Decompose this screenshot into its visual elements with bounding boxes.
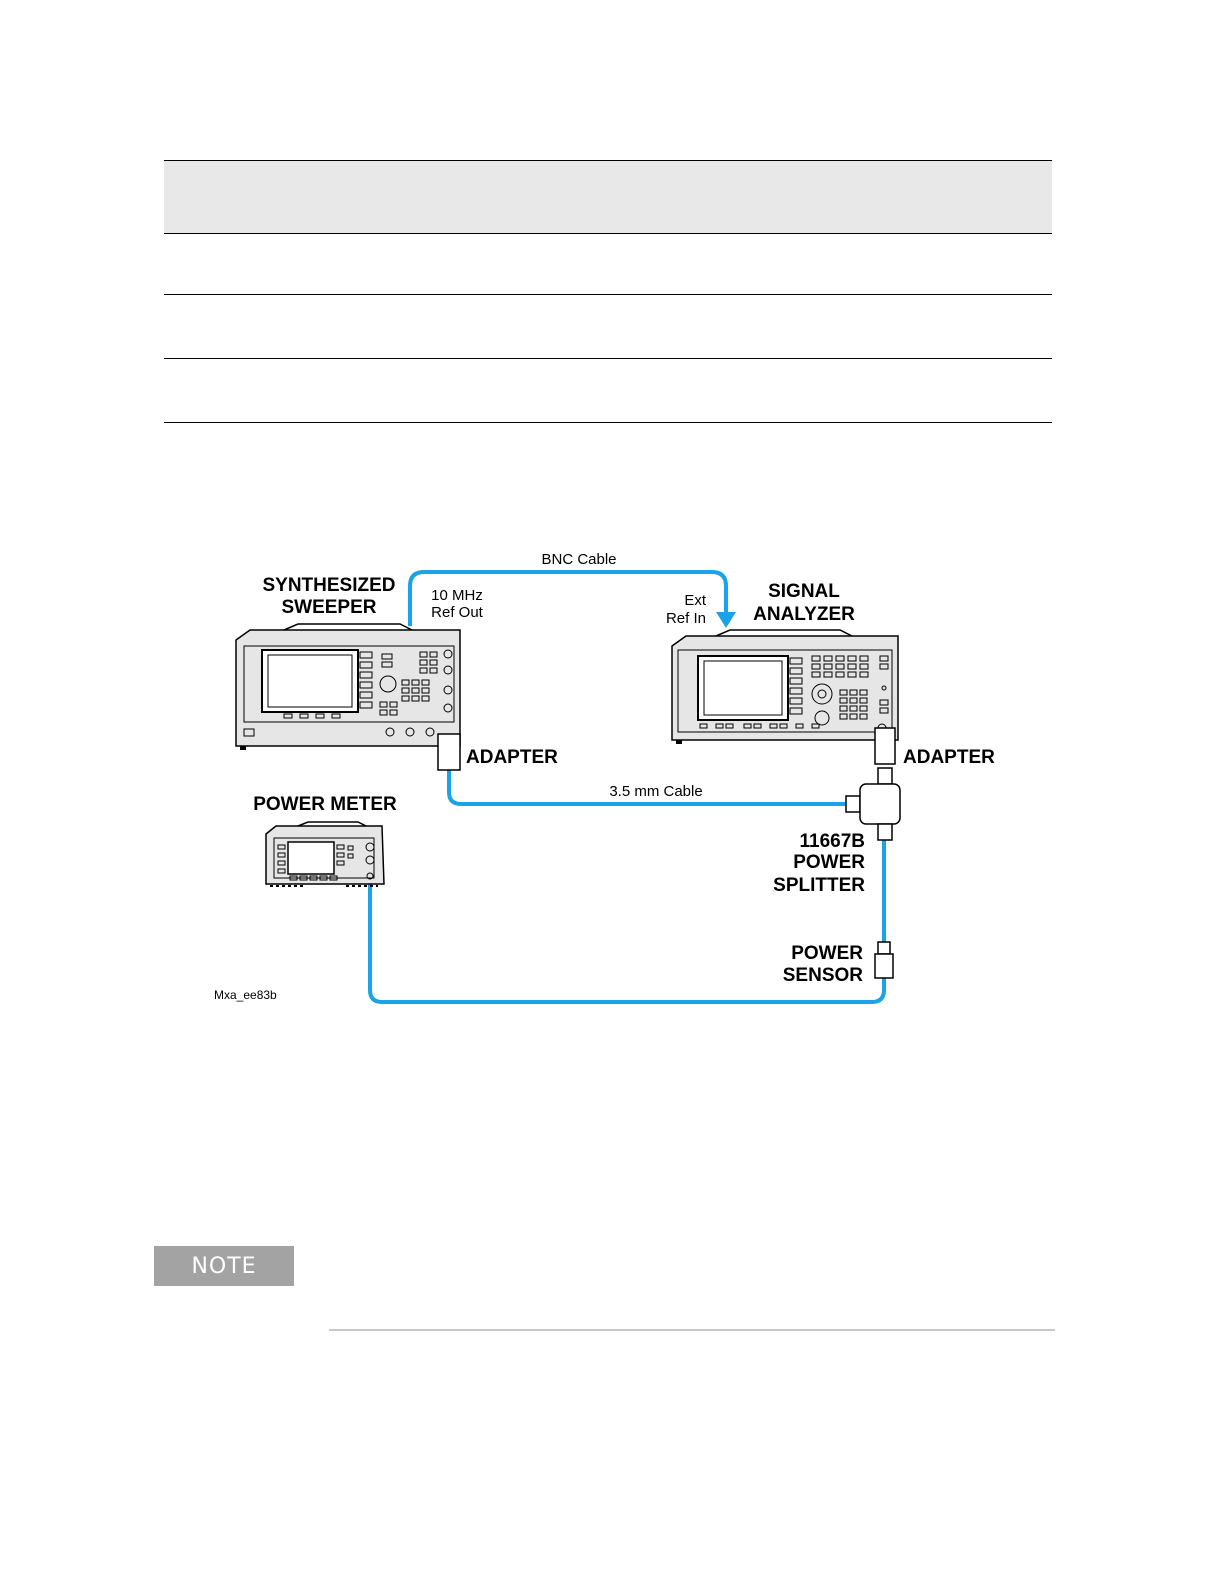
left-adapter — [438, 734, 460, 770]
analyzer-label-line2: ANALYZER — [753, 604, 855, 625]
splitter-label-line3: SPLITTER — [773, 875, 865, 896]
note-divider — [329, 1329, 1055, 1331]
power-meter-label: POWER METER — [253, 794, 397, 815]
bnc-arrow-icon — [716, 612, 736, 628]
synthesized-sweeper-instrument — [236, 624, 460, 750]
sensor-label-line2: SENSOR — [782, 965, 863, 986]
power-sensor — [875, 942, 893, 978]
sweeper-label-line1: SYNTHESIZED — [262, 575, 396, 596]
bnc-cable-label: BNC Cable — [541, 551, 617, 568]
splitter-label-line1: 11667B — [799, 831, 865, 852]
3-5mm-cable-label: 3.5 mm Cable — [609, 783, 703, 800]
ext-ref-in-label-line1: Ext — [684, 592, 706, 609]
figure-id: Mxa_ee83b — [214, 988, 277, 1002]
power-meter-instrument — [266, 822, 384, 886]
ref-out-label-line1: 10 MHz — [431, 587, 483, 604]
note-badge: NOTE — [154, 1246, 294, 1286]
splitter-label-line2: POWER — [793, 852, 865, 873]
sweeper-label-line2: SWEEPER — [281, 597, 377, 618]
signal-analyzer-instrument — [672, 630, 898, 744]
power-splitter — [846, 768, 900, 840]
left-adapter-label: ADAPTER — [466, 747, 558, 768]
ref-out-label-line2: Ref Out — [431, 604, 483, 621]
right-adapter — [875, 728, 895, 764]
ext-ref-in-label-line2: Ref In — [665, 610, 706, 627]
analyzer-label-line1: SIGNAL — [768, 581, 840, 602]
right-adapter-label: ADAPTER — [903, 747, 995, 768]
sensor-label-line1: POWER — [791, 943, 863, 964]
